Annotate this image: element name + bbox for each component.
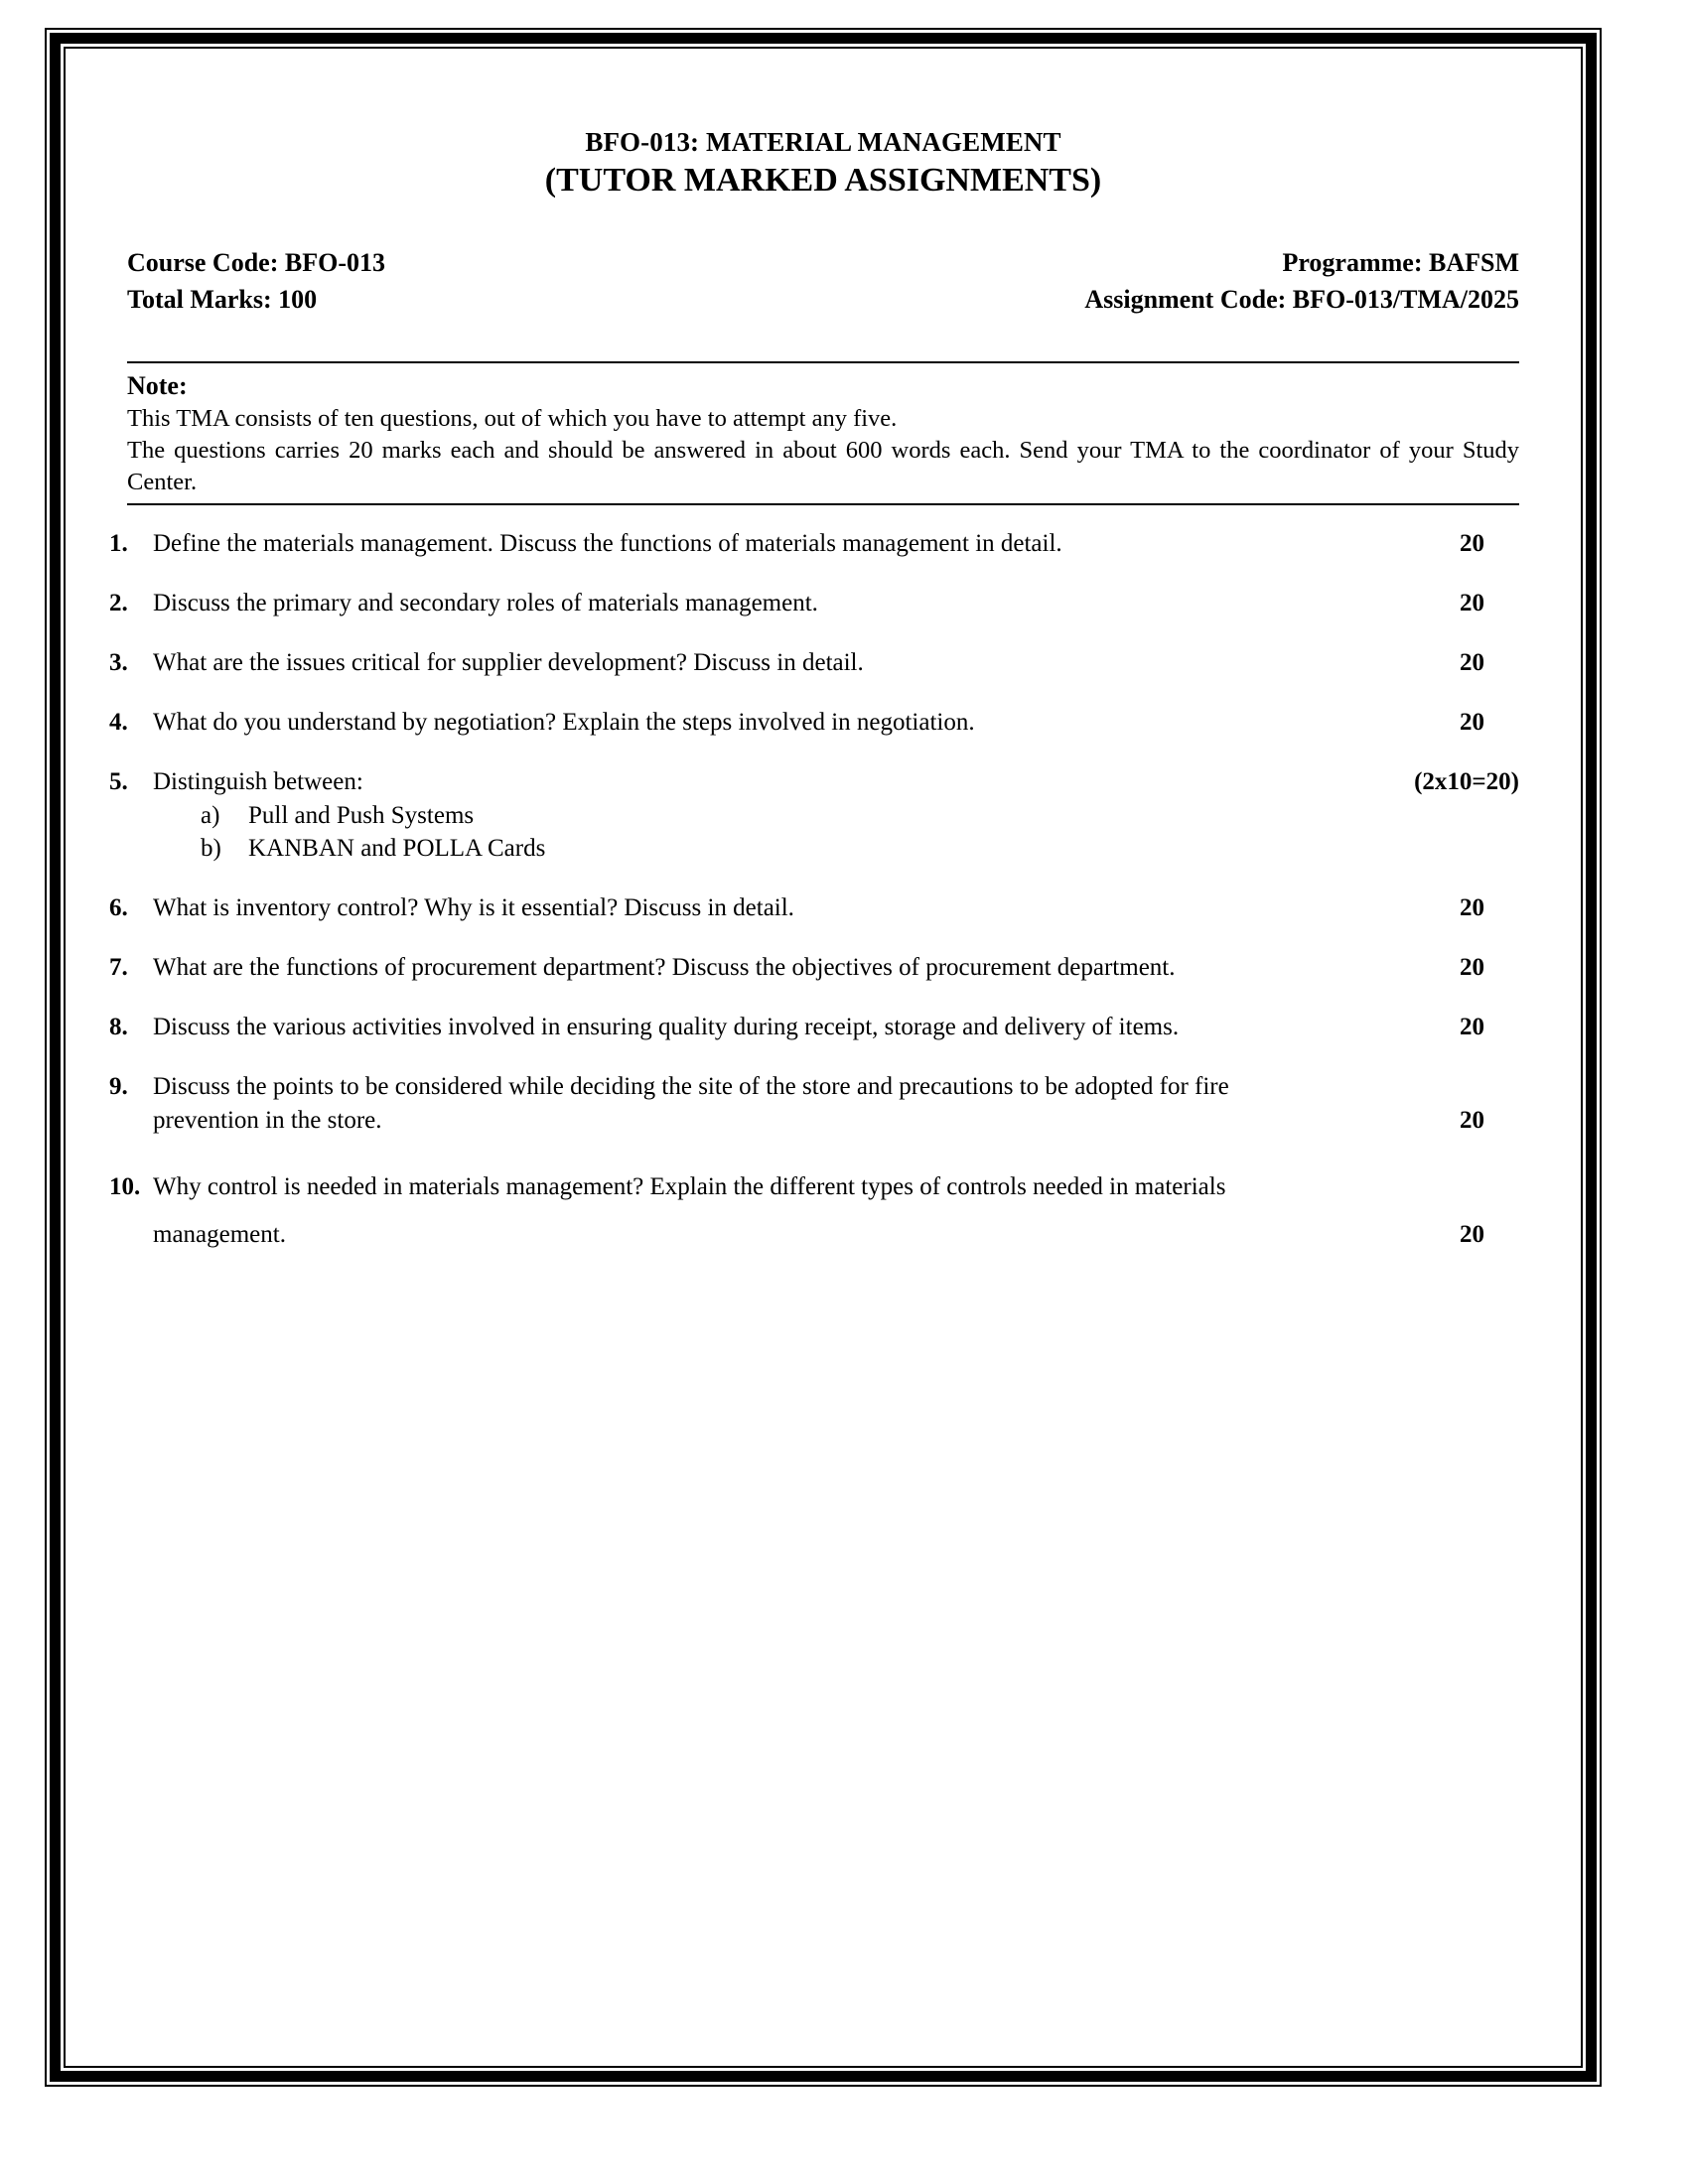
question-text: Why control is needed in materials management? Explain the different types of controls needed in materials management. [153, 1172, 1226, 1248]
note-line-2: The questions carries 20 marks each and should be answered in about 600 words each. Send your TMA to the coordinator of your Study Center. [127, 436, 1519, 496]
question-marks: 20 [1460, 648, 1484, 676]
question-item [109, 646, 1519, 680]
question-marks: (2x10=20) [1414, 767, 1519, 795]
question-item [109, 527, 1519, 561]
question-number: 1. [109, 529, 128, 557]
subitem-label: a) [201, 801, 220, 829]
question-marks: 20 [1460, 529, 1484, 557]
question-number: 6. [109, 893, 128, 921]
total-marks: Total Marks: 100 [127, 285, 318, 315]
question-item [109, 1163, 1519, 1259]
question-number: 2. [109, 589, 128, 616]
question-marks: 20 [1460, 708, 1484, 736]
programme: Programme: BAFSM [1282, 248, 1519, 278]
question-number: 3. [109, 648, 128, 676]
course-title: BFO-013: MATERIAL MANAGEMENT [585, 127, 1061, 157]
question-marks: 20 [1460, 953, 1484, 981]
question-item [109, 891, 1519, 925]
meta-row-first [127, 245, 1519, 282]
note-block [127, 361, 1519, 504]
question-text: What are the functions of procurement department? Discuss the objectives of procurement department. [153, 953, 1176, 981]
question-body [153, 765, 1519, 866]
note-body [127, 403, 1519, 499]
question-subitem [153, 832, 1519, 866]
subitem-label: b) [201, 835, 221, 862]
note-heading: Note: [127, 371, 188, 401]
question-body [153, 951, 1519, 985]
question-marks: 20 [1460, 1013, 1484, 1040]
note-line-1: This TMA consists of ten questions, out of which you have to attempt any five. [127, 404, 898, 432]
question-body [153, 646, 1519, 680]
page-title [101, 126, 1545, 202]
question-item [109, 951, 1519, 985]
meta-row-second [127, 282, 1519, 319]
question-body [153, 1163, 1519, 1259]
question-item [109, 706, 1519, 740]
question-text: What do you understand by negotiation? Explain the steps involved in negotiation. [153, 708, 975, 736]
subitem-text: Pull and Push Systems [248, 801, 475, 829]
question-text: Discuss the primary and secondary roles of materials management. [153, 589, 818, 616]
page-border-band [50, 33, 1597, 2082]
question-text: Discuss the points to be considered while deciding the site of the store and precautions to be adopted for fire prevention in the store. [153, 1072, 1229, 1134]
assignment-title: (TUTOR MARKED ASSIGNMENTS) [544, 161, 1102, 199]
question-body [153, 1070, 1519, 1138]
question-marks: 20 [1460, 1106, 1484, 1134]
question-item [109, 765, 1519, 866]
question-number: 10. [109, 1172, 141, 1200]
question-body [153, 587, 1519, 620]
question-text: Discuss the various activities involved in ensuring quality during receipt, storage and delivery of items. [153, 1013, 1180, 1040]
question-text: What is inventory control? Why is it essential? Discuss in detail. [153, 893, 794, 921]
question-body [153, 527, 1519, 561]
question-item [109, 1011, 1519, 1044]
course-code: Course Code: BFO-013 [127, 248, 385, 278]
question-text: Distinguish between: [153, 767, 363, 795]
question-item [109, 1070, 1519, 1138]
question-text: Define the materials management. Discuss the functions of materials management in detail. [153, 529, 1062, 557]
page-border-inner-rule [64, 47, 1583, 2068]
question-number: 8. [109, 1013, 128, 1040]
question-marks: 20 [1460, 1220, 1484, 1248]
subitem-text: KANBAN and POLLA Cards [248, 835, 546, 862]
question-number: 9. [109, 1072, 128, 1100]
assignment-code: Assignment Code: BFO-013/TMA/2025 [1084, 285, 1519, 315]
question-line [153, 765, 1519, 799]
course-meta [101, 245, 1545, 319]
question-text: What are the issues critical for supplier development? Discuss in detail. [153, 648, 864, 676]
question-subitem [153, 799, 1519, 833]
question-marks: 20 [1460, 893, 1484, 921]
question-body [153, 1011, 1519, 1044]
question-number: 7. [109, 953, 128, 981]
question-body [153, 891, 1519, 925]
question-item [109, 587, 1519, 620]
question-subitem-list [153, 799, 1519, 866]
question-line [153, 527, 1519, 561]
page-border-frame [45, 28, 1602, 2087]
question-number: 4. [109, 708, 128, 736]
question-number: 5. [109, 767, 128, 795]
question-marks: 20 [1460, 589, 1484, 616]
question-list [101, 527, 1519, 1259]
question-body [153, 706, 1519, 740]
document-page [66, 49, 1581, 2066]
